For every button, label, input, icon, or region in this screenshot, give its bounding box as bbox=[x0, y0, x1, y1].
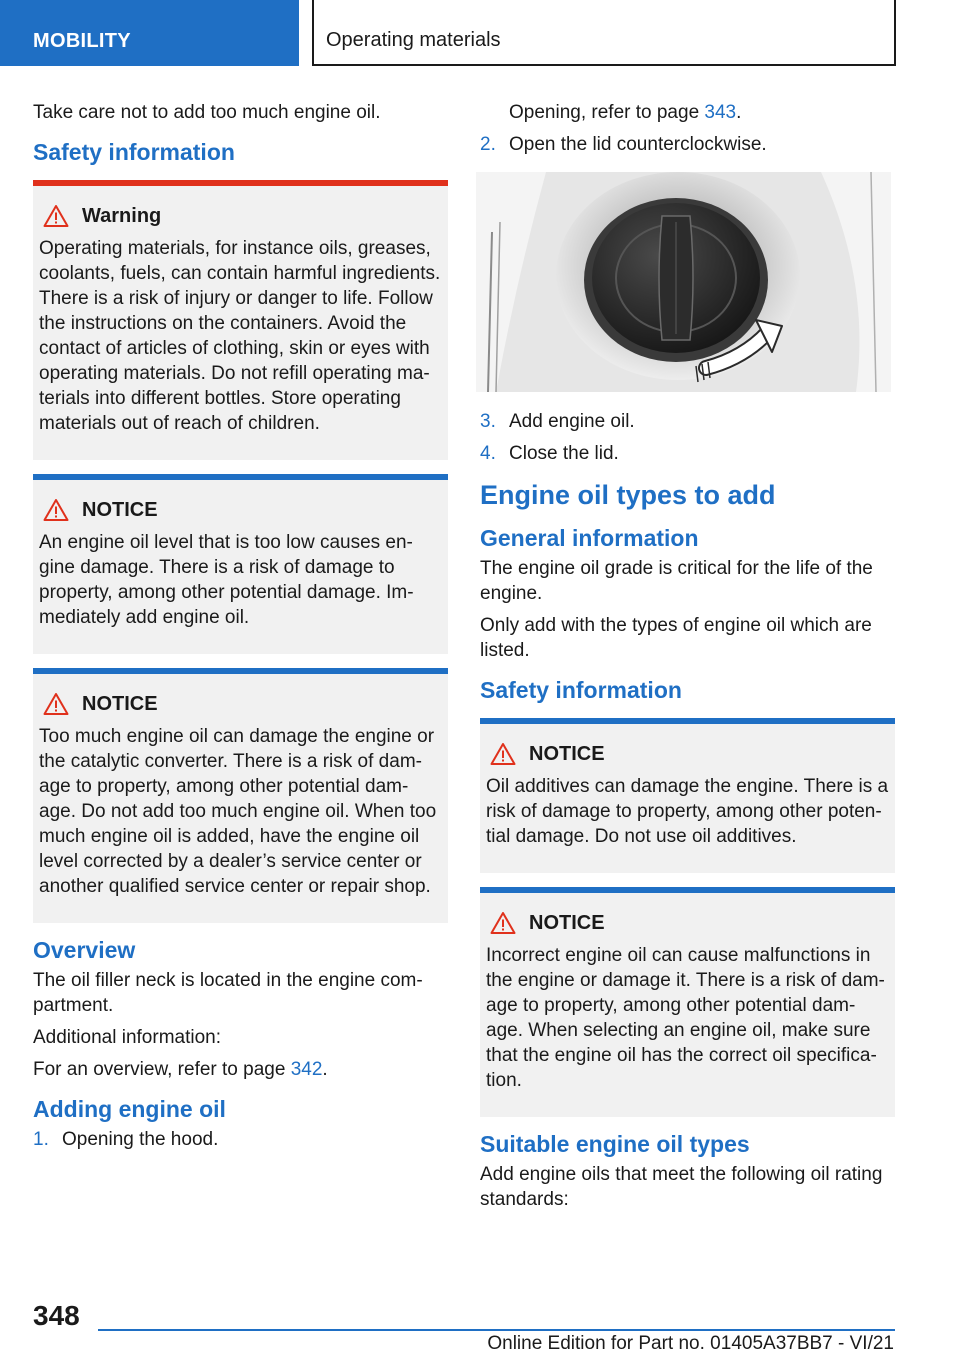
step-item bbox=[480, 132, 895, 157]
notice-box-header bbox=[486, 911, 889, 935]
notice-text: Oil additives can damage the engine. There is a risk of damage to property, among other poten‐tial damage. Do not use oil additives. bbox=[486, 776, 889, 847]
reference-suffix: . bbox=[322, 1059, 328, 1080]
safety-heading: Safety information bbox=[480, 677, 682, 703]
notice-text: Incorrect engine oil can cause malfunctions in the engine or damage it. There is a risk of dam‐age to property, among other potential dam‐age. When selecting an engine oil, make sure that the engine oil has the correct oil specifica‐tion. bbox=[486, 945, 885, 1091]
warning-triangle-icon bbox=[43, 498, 69, 522]
general-info-text: The engine oil grade is critical for the life of the engine. bbox=[480, 558, 873, 604]
intro-text: Take care not to add too much engine oil. bbox=[33, 102, 381, 123]
suitable-oil-text: Add engine oils that meet the following oil rating standards: bbox=[480, 1164, 883, 1210]
notice-title: NOTICE bbox=[529, 911, 605, 934]
warning-triangle-icon bbox=[43, 204, 69, 228]
step-item bbox=[480, 409, 895, 434]
safety-heading: Safety information bbox=[33, 139, 235, 165]
notice-box bbox=[480, 718, 895, 873]
reference-prefix: Opening, refer to page bbox=[509, 102, 705, 123]
left-column bbox=[33, 100, 448, 1159]
step-item bbox=[33, 1127, 448, 1152]
chapter-title: Operating materials bbox=[312, 0, 896, 66]
notice-text: Too much engine oil can damage the engine or the catalytic converter. There is a risk of dam‐age to property, among other potential dam‐age. Do not add too much engine oil. When too much engine oil is added, have the engine oil level corrected by a dealer’s service center or another qualified service center or repair shop. bbox=[39, 726, 437, 897]
general-info-text: Only add with the types of engine oil which are listed. bbox=[480, 615, 872, 661]
page-header bbox=[0, 0, 960, 66]
right-column bbox=[480, 100, 895, 1219]
page-number: 348 bbox=[33, 1300, 80, 1331]
warning-title: Warning bbox=[82, 204, 162, 227]
overview-reference bbox=[33, 1057, 448, 1082]
notice-box bbox=[480, 887, 895, 1117]
adding-oil-heading: Adding engine oil bbox=[33, 1096, 226, 1122]
notice-box-header bbox=[486, 742, 889, 766]
edition-text: Online Edition for Part no. 01405A37BB7 - VI/21 bbox=[487, 1333, 894, 1354]
step-continuation bbox=[480, 100, 895, 125]
step-number: 3. bbox=[480, 411, 496, 432]
step-item bbox=[480, 441, 895, 466]
general-info-heading: General information bbox=[480, 525, 699, 551]
notice-box-header bbox=[39, 692, 442, 716]
oil-types-heading: Engine oil types to add bbox=[480, 480, 776, 510]
step-number: 4. bbox=[480, 443, 496, 464]
step-text: Open the lid counterclockwise. bbox=[509, 134, 767, 155]
reference-suffix: . bbox=[736, 102, 742, 123]
notice-title: NOTICE bbox=[82, 498, 158, 521]
step-number: 1. bbox=[33, 1129, 49, 1150]
notice-box bbox=[33, 474, 448, 654]
footer-divider bbox=[98, 1329, 895, 1331]
suitable-oil-heading: Suitable engine oil types bbox=[480, 1131, 750, 1157]
notice-title: NOTICE bbox=[529, 742, 605, 765]
overview-heading: Overview bbox=[33, 937, 136, 963]
notice-box bbox=[33, 668, 448, 923]
warning-box-header bbox=[39, 204, 442, 228]
oil-filler-cap-illustration bbox=[476, 172, 891, 392]
page-link-342[interactable]: 342 bbox=[290, 1059, 323, 1080]
warning-triangle-icon bbox=[490, 742, 516, 766]
page-link-343[interactable]: 343 bbox=[704, 102, 737, 123]
notice-text: An engine oil level that is too low causes en‐gine damage. There is a risk of damage to property, among other potential damage. Im‐mediately add engine oil. bbox=[39, 532, 414, 628]
warning-text: Operating materials, for instance oils, greases, coolants, fuels, can contain harmful ingredients. There is a risk of injury or danger to life. Follow the instructions on the containers. Avoid the contact of articles of clothing, skin or eyes with operating materials. Do not refill operating ma‐terials into different bottles. Store operating materials out of reach of children. bbox=[39, 238, 441, 434]
step-text: Add engine oil. bbox=[509, 411, 635, 432]
warning-triangle-icon bbox=[490, 911, 516, 935]
step-text: Close the lid. bbox=[509, 443, 619, 464]
step-number: 2. bbox=[480, 134, 496, 155]
warning-triangle-icon bbox=[43, 692, 69, 716]
overview-text: The oil filler neck is located in the engine com‐partment. bbox=[33, 970, 423, 1016]
warning-box bbox=[33, 180, 448, 460]
reference-prefix: For an overview, refer to page bbox=[33, 1059, 291, 1080]
step-text: Opening the hood. bbox=[62, 1129, 219, 1150]
notice-title: NOTICE bbox=[82, 692, 158, 715]
additional-info-label: Additional information: bbox=[33, 1027, 221, 1048]
section-tab: MOBILITY bbox=[0, 0, 299, 66]
notice-box-header bbox=[39, 498, 442, 522]
